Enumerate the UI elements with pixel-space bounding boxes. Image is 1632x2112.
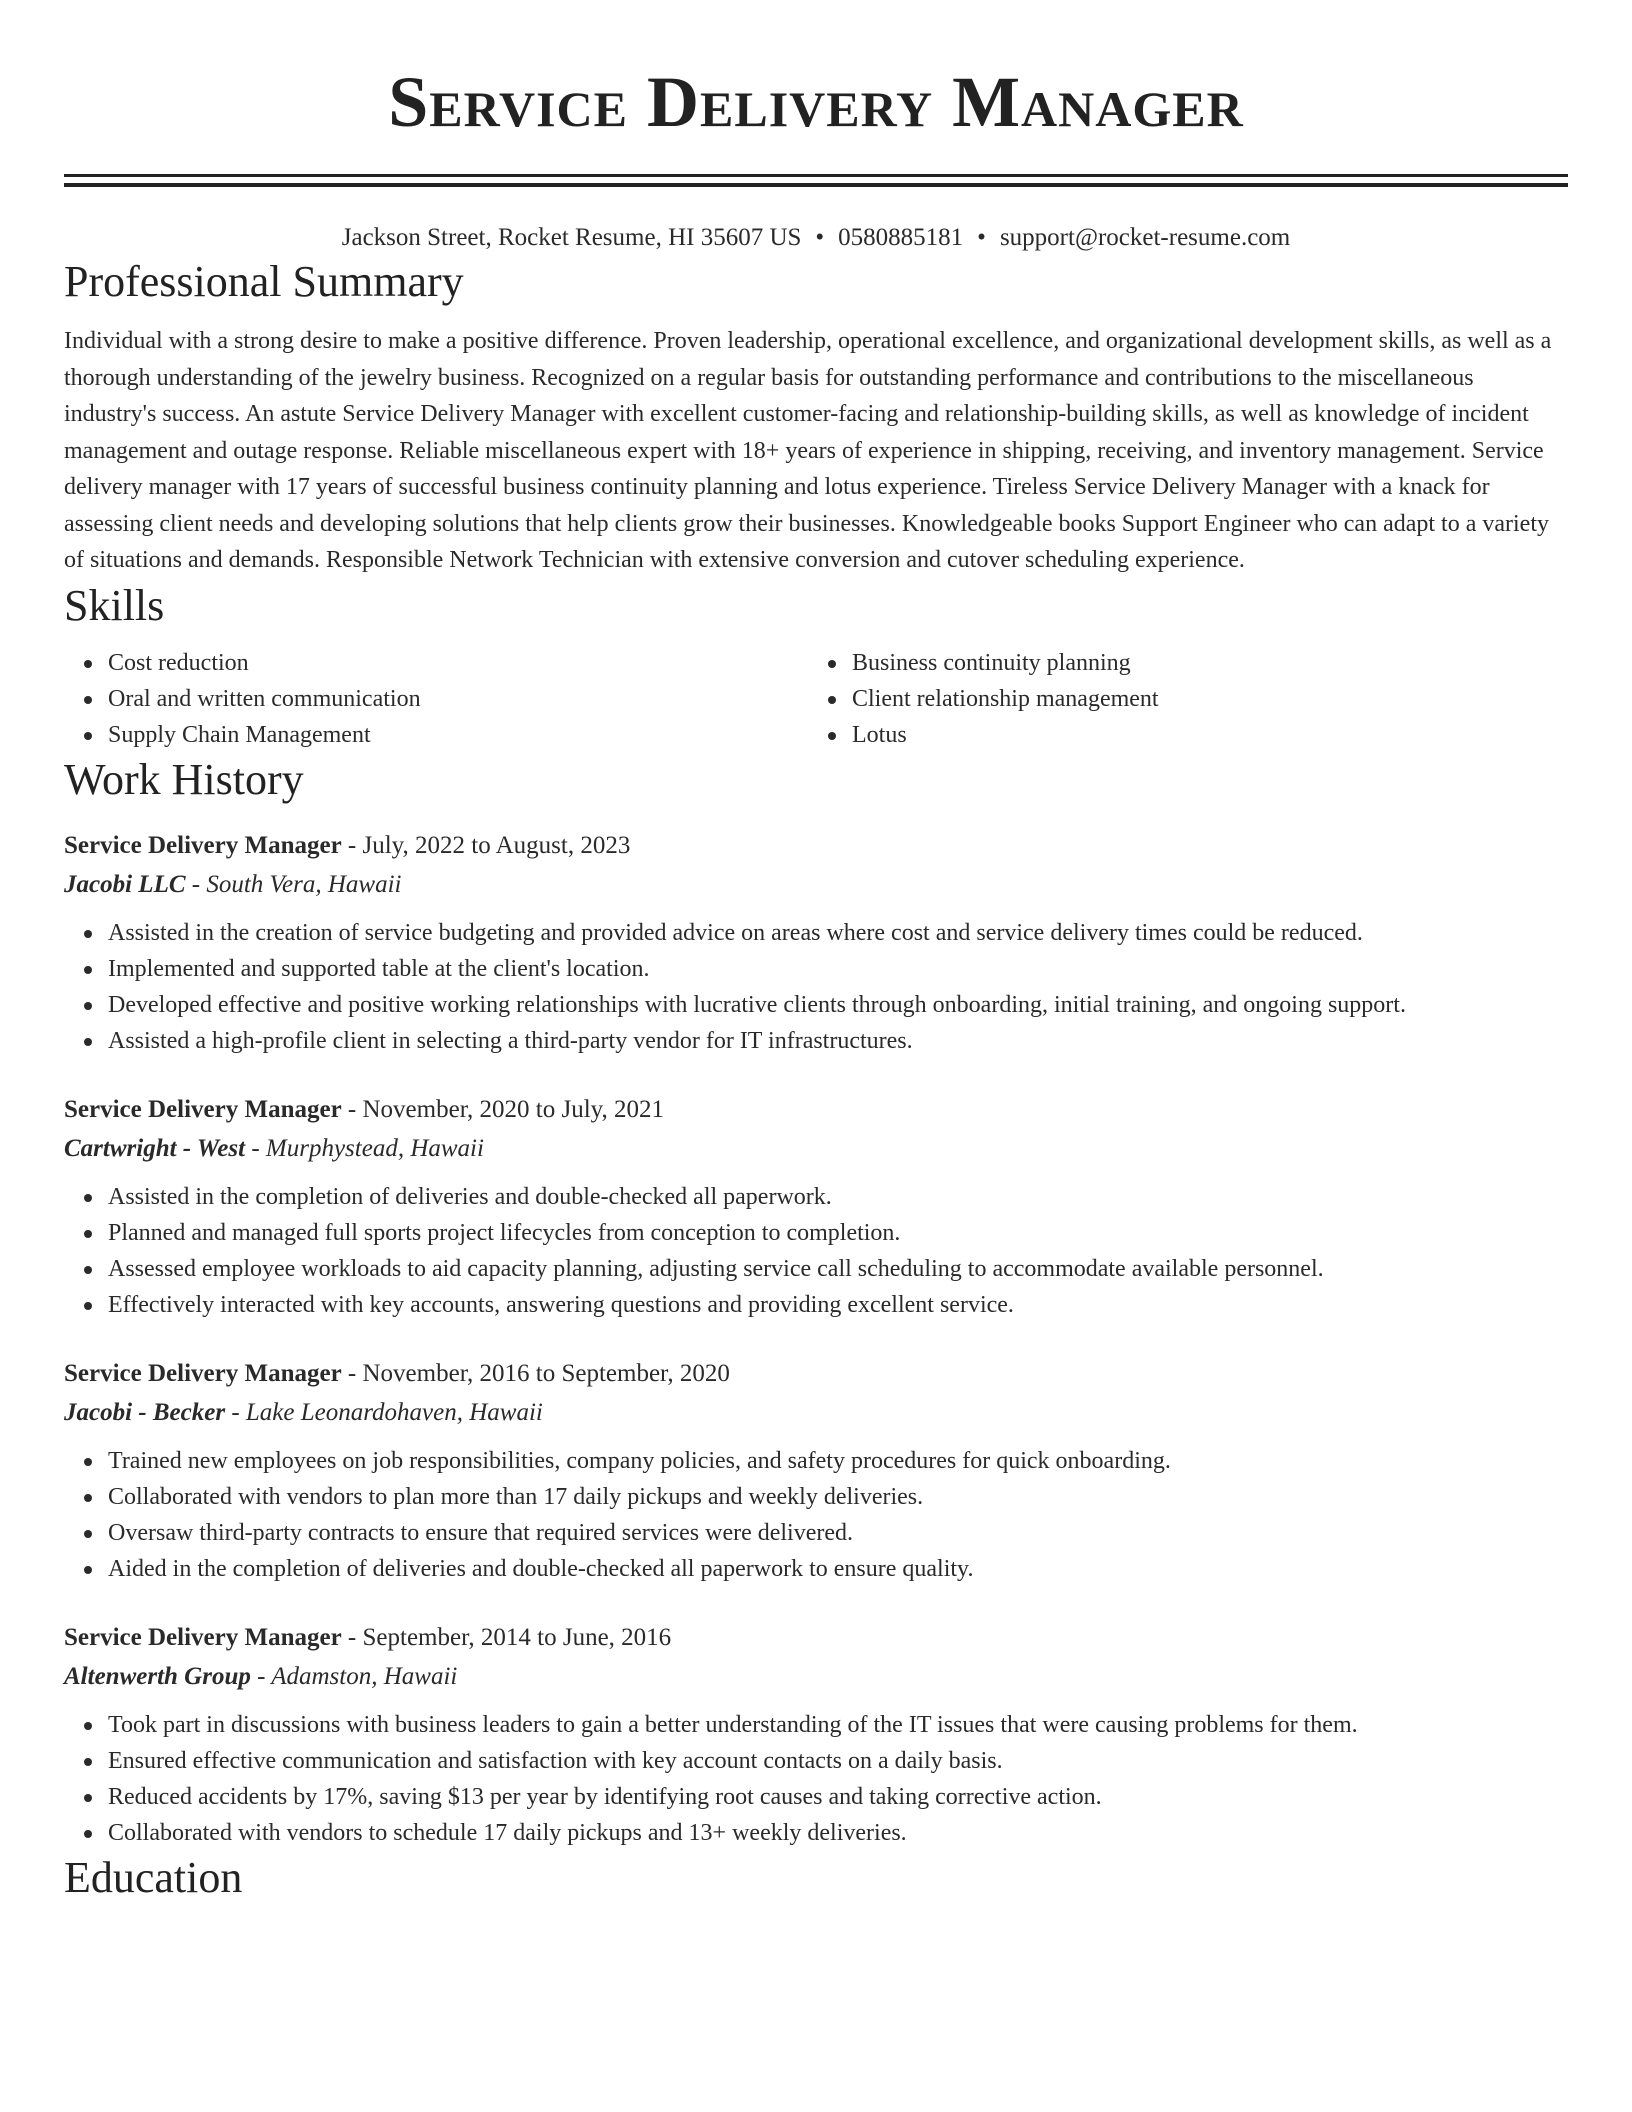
job-entry [64, 1355, 1568, 1587]
skill-item: Supply Chain Management [108, 717, 808, 753]
contact-email: support@rocket-resume.com [999, 224, 1291, 251]
job-company: Altenwerth Group [64, 1662, 251, 1690]
job-role: Service Delivery Manager [64, 1623, 342, 1651]
job-role: Service Delivery Manager [64, 1359, 342, 1387]
header-rule-bottom [64, 183, 1568, 187]
skills-column-right [808, 645, 1552, 753]
job-role: Service Delivery Manager [64, 1095, 342, 1123]
summary-text: Individual with a strong desire to make a positive difference. Proven leadership, operational excellence, and organizational development skills, as well as a thorough understanding of the jewelry business. Recognized on a regular basis for outstanding performance and contributions to the miscellaneous industry's success. An astute Service Delivery Manager with excellent customer-facing and relationship-building skills, as well as knowledge of incident management and outage response. Reliable miscellaneous expert with 18+ years of experience in shipping, receiving, and inventory management. Service delivery manager with 17 years of successful business continuity planning and lotus experience. Tireless Service Delivery Manager with a knack for assessing client needs and developing solutions that help clients grow their businesses. Knowledgeable books Support Engineer who can adapt to a variety of situations and demands. Responsible Network Technician with extensive conversion and cutover scheduling experience. [64, 328, 1552, 573]
skill-item: Business continuity planning [852, 645, 1552, 681]
job-header [64, 1619, 1568, 1657]
job-bullet: Effectively interacted with key accounts, answering questions and providing excellent service. [108, 1287, 1568, 1323]
job-bullet: Assisted in the creation of service budgeting and provided advice on areas where cost and service delivery times could be reduced. [108, 915, 1568, 951]
contact-address: Jackson Street, Rocket Resume, HI 35607 US [341, 224, 802, 251]
job-company: Jacobi - Becker [64, 1398, 226, 1426]
job-entry [64, 1619, 1568, 1851]
job-company-line [64, 1657, 1568, 1697]
job-dates: - November, 2016 to September, 2020 [341, 1359, 730, 1387]
job-header [64, 1355, 1568, 1393]
skills-heading: Skills [64, 580, 165, 630]
job-dates: - July, 2022 to August, 2023 [341, 831, 631, 859]
contact-separator: • [815, 224, 825, 251]
job-bullet: Trained new employees on job responsibilities, company policies, and safety procedures for quick onboarding. [108, 1443, 1568, 1479]
job-location: - Lake Leonardohaven, Hawaii [225, 1398, 543, 1426]
job-company: Jacobi LLC [64, 870, 186, 898]
job-bullet: Planned and managed full sports project lifecycles from conception to completion. [108, 1215, 1568, 1251]
job-bullet: Ensured effective communication and satisfaction with key account contacts on a daily basis. [108, 1743, 1568, 1779]
job-bullet: Assessed employee workloads to aid capacity planning, adjusting service call scheduling to accommodate available personnel. [108, 1251, 1568, 1287]
job-bullets [64, 1179, 1568, 1323]
job-header [64, 827, 1568, 865]
job-bullets [64, 1707, 1568, 1851]
contact-line [64, 221, 1568, 255]
header-rule-top [64, 174, 1568, 177]
job-location: - Murphystead, Hawaii [245, 1134, 484, 1162]
job-location: - Adamston, Hawaii [250, 1662, 458, 1690]
job-bullet: Assisted in the completion of deliveries and double-checked all paperwork. [108, 1179, 1568, 1215]
job-bullet: Collaborated with vendors to plan more than 17 daily pickups and weekly deliveries. [108, 1479, 1568, 1515]
summary-heading: Professional Summary [64, 257, 464, 306]
job-bullet: Oversaw third-party contracts to ensure that required services were delivered. [108, 1515, 1568, 1551]
job-company-line [64, 1129, 1568, 1169]
skills-column-left [64, 645, 808, 753]
skill-item: Lotus [852, 717, 1552, 753]
resume-name: Service Delivery Manager [388, 62, 1244, 142]
contact-separator: • [977, 224, 986, 251]
skill-item: Cost reduction [108, 645, 808, 681]
skill-item: Client relationship management [852, 681, 1552, 717]
job-role: Service Delivery Manager [64, 831, 342, 859]
job-bullet: Implemented and supported table at the client's location. [108, 951, 1568, 987]
job-company-line [64, 1393, 1568, 1433]
job-bullet: Aided in the completion of deliveries and double-checked all paperwork to ensure quality. [108, 1551, 1568, 1587]
job-dates: - November, 2020 to July, 2021 [341, 1095, 665, 1123]
skill-item: Oral and written communication [108, 681, 808, 717]
job-entry [64, 827, 1568, 1059]
job-bullet: Assisted a high-profile client in selecting a third-party vendor for IT infrastructures. [108, 1023, 1568, 1059]
job-bullet: Collaborated with vendors to schedule 17 daily pickups and 13+ weekly deliveries. [108, 1815, 1568, 1851]
job-bullets [64, 1443, 1568, 1587]
skills-list [64, 645, 1568, 753]
job-bullets [64, 915, 1568, 1059]
job-bullet: Reduced accidents by 17%, saving $13 per year by identifying root causes and taking corrective action. [108, 1779, 1568, 1815]
education-heading: Education [64, 1852, 243, 1902]
job-location: - South Vera, Hawaii [185, 870, 402, 898]
contact-phone: 0580885181 [838, 224, 964, 251]
job-company-line [64, 865, 1568, 905]
job-entry [64, 1091, 1568, 1323]
work-history-heading: Work History [64, 754, 304, 804]
job-bullet: Took part in discussions with business leaders to gain a better understanding of the IT issues that were causing problems for them. [108, 1707, 1568, 1743]
job-dates: - September, 2014 to June, 2016 [341, 1623, 672, 1651]
job-bullet: Developed effective and positive working relationships with lucrative clients through onboarding, initial training, and ongoing support. [108, 987, 1568, 1023]
job-header [64, 1091, 1568, 1129]
job-company: Cartwright - West [64, 1134, 246, 1162]
